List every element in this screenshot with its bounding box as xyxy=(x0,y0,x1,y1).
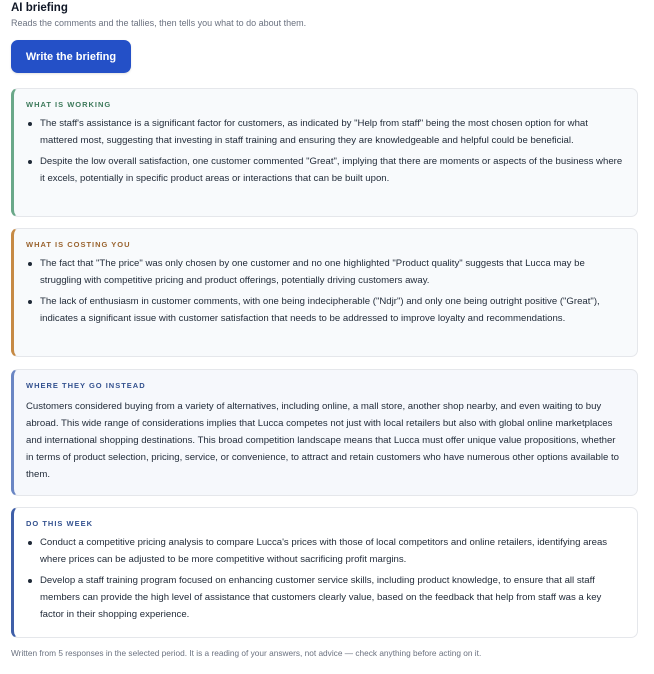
list-item: The lack of enthusiasm in customer comments, with one being indecipherable ("Ndjr") and only one being outright positive ("Great"), indicates a significant issue with customer satisfaction that needs to be addressed to improve loyalty and recommendations. xyxy=(26,293,623,327)
section-label-costing: WHAT IS COSTING YOU xyxy=(26,240,131,249)
do-this-week-card xyxy=(11,507,638,638)
section-label-do: DO THIS WEEK xyxy=(26,519,94,528)
list-item: Develop a staff training program focused on enhancing customer service skills, including product knowledge, to ensure that all staff members can provide the high level of assistance that customers clearly value, based on the feedback that help from staff was a key factor in their shopping experience. xyxy=(26,572,623,623)
costing-list xyxy=(26,255,623,327)
do-list xyxy=(26,534,623,623)
list-item: Conduct a competitive pricing analysis to compare Lucca's prices with those of local competitors and online retailers, identifying areas where prices can be adjusted to be more competitive without sacrificing profit margins. xyxy=(26,534,623,568)
where-they-go-card xyxy=(11,369,638,496)
what-is-costing-card xyxy=(11,228,638,357)
list-item: The staff's assistance is a significant factor for customers, as indicated by "Help from staff" being the most chosen option for what mattered most, suggesting that investing in staff training and ensuring they are knowledgeable and helpful could be beneficial. xyxy=(26,115,623,149)
section-label-working: WHAT IS WORKING xyxy=(26,100,112,109)
what-is-working-card xyxy=(11,88,638,217)
page-subtitle: Reads the comments and the tallies, then tells you what to do about them. xyxy=(11,18,307,28)
briefing-header xyxy=(11,1,306,29)
working-list xyxy=(26,115,623,187)
list-item: Despite the low overall satisfaction, one customer commented "Great", implying that there are moments or aspects of the business where it excels, potentially in specific product areas or interactions that can be built upon. xyxy=(26,153,623,187)
write-briefing-button[interactable]: Write the briefing xyxy=(11,40,131,73)
list-item: The fact that "The price" was only chosen by one customer and no one highlighted "Product quality" suggests that Lucca may be struggling with competitive pricing and product offerings, potentially driving customers away. xyxy=(26,255,623,289)
footer-note: Written from 5 responses in the selected period. It is a reading of your answers, not advice — check anything before acting on it. xyxy=(11,648,482,658)
page-title: AI briefing xyxy=(11,2,68,14)
section-label-where: WHERE THEY GO INSTEAD xyxy=(26,381,146,390)
where-paragraph: Customers considered buying from a variety of alternatives, including online, a mall store, another shop nearby, and even waiting to buy abroad. This wide range of considerations implies that Lucca competes not just with local retailers but also with global online marketplaces and international shopping destinations. This broad competition landscape means that Lucca must offer unique value propositions, whether in terms of product selection, pricing, service, or convenience, to attract and retain customers who have numerous other options available to them. xyxy=(26,401,619,480)
